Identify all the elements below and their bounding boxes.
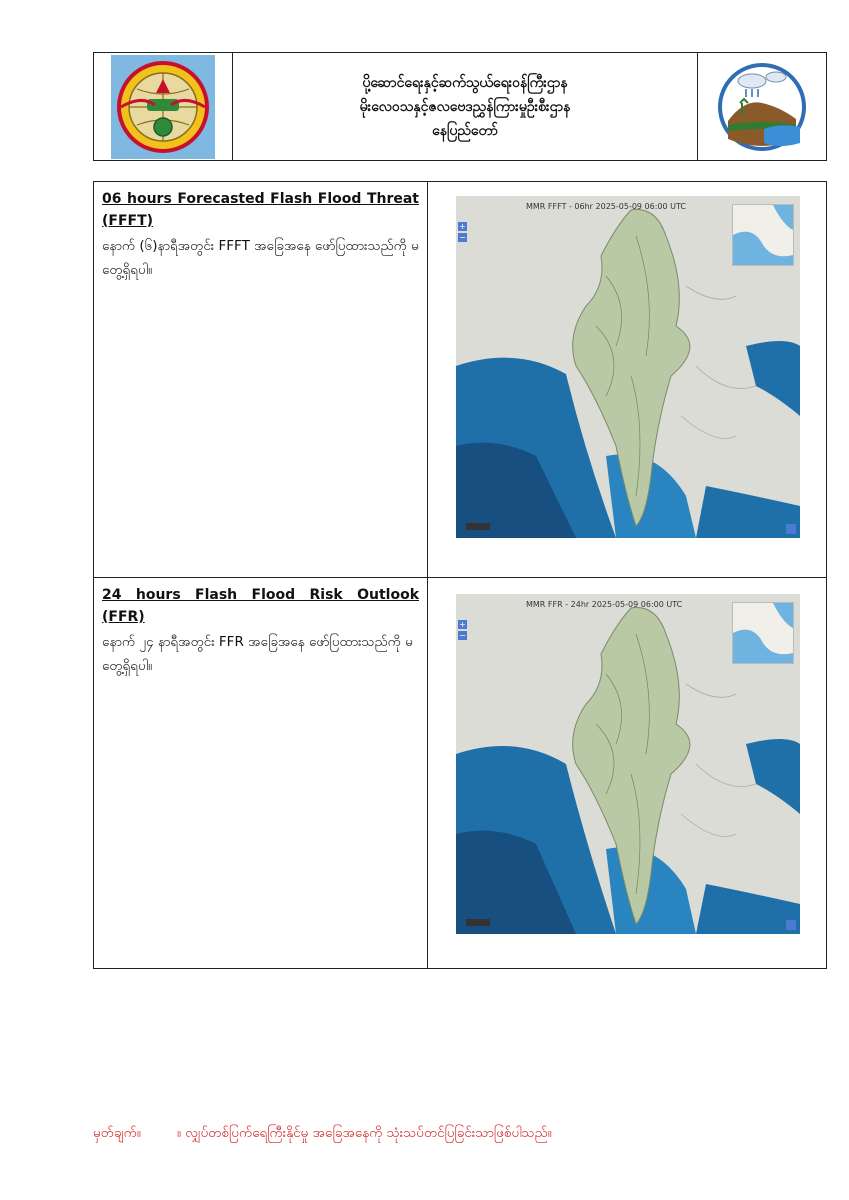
info-icon[interactable] xyxy=(786,524,796,534)
map-scale-bar xyxy=(466,919,490,926)
ffft-map-image xyxy=(456,196,800,538)
left-logo-cell xyxy=(94,53,233,160)
ministry-name: ပို့ဆောင်ရေးနှင့်ဆက်သွယ်ရေးဝန်ကြီးဌာန xyxy=(362,74,568,91)
table-row xyxy=(94,578,826,968)
info-icon[interactable] xyxy=(786,920,796,930)
note-text: ။ လျှပ်တစ်ပြက်ရေကြီးနိုင်မှု အခြေအနေကို သုံးသပ်တင်ပြခြင်းသာဖြစ်ပါသည်။ xyxy=(176,1125,552,1141)
department-name: မိုးလေဝသနှင့်ဇလဗေဒညွှန်ကြားမှုဦးစီးဌာန xyxy=(359,98,571,115)
forecast-table xyxy=(93,181,827,969)
document-header xyxy=(93,52,827,161)
map-zoom-controls[interactable] xyxy=(458,620,468,642)
map-cell xyxy=(428,578,826,968)
footer-note xyxy=(93,1124,552,1144)
map-zoom-controls[interactable] xyxy=(458,222,468,244)
ffr-map-image xyxy=(456,594,800,934)
inset-map xyxy=(732,602,794,664)
zoom-in-icon[interactable]: + xyxy=(459,222,466,231)
section-description: နောက် (၆)နာရီအတွင်း FFFT အခြေအနေ ဖော်ပြထားသည်ကို မတွေ့ရှိရပါ။ xyxy=(102,238,419,278)
zoom-in-icon[interactable]: + xyxy=(459,620,466,629)
note-label: မှတ်ချက်။ xyxy=(93,1125,141,1141)
zoom-out-icon[interactable]: − xyxy=(459,233,466,242)
section-title: 24 hours Flash Flood Risk Outlook (FFR) xyxy=(102,587,419,625)
text-cell xyxy=(94,182,428,577)
header-title-block xyxy=(233,53,697,160)
map-title: MMR FFFT - 06hr 2025-05-09 06:00 UTC xyxy=(526,202,687,211)
inset-map xyxy=(732,204,794,266)
section-description: နောက် ၂၄ နာရီအတွင်း FFR အခြေအနေ ဖော်ပြထားသည်ကို မတွေ့ရှိရပါ။ xyxy=(102,634,413,674)
section-title: 06 hours Forecasted Flash Flood Threat (FFFT) xyxy=(102,191,419,229)
text-cell xyxy=(94,578,428,968)
city-name: နေပြည်တော် xyxy=(432,122,498,139)
ministry-emblem-icon xyxy=(111,55,215,159)
map-cell xyxy=(428,182,826,577)
map-scale-bar xyxy=(466,523,490,530)
table-row xyxy=(94,182,826,578)
map-title: MMR FFR - 24hr 2025-05-09 06:00 UTC xyxy=(526,600,683,609)
right-logo-cell xyxy=(697,53,826,160)
water-cycle-icon xyxy=(714,59,810,155)
zoom-out-icon[interactable]: − xyxy=(459,631,466,640)
